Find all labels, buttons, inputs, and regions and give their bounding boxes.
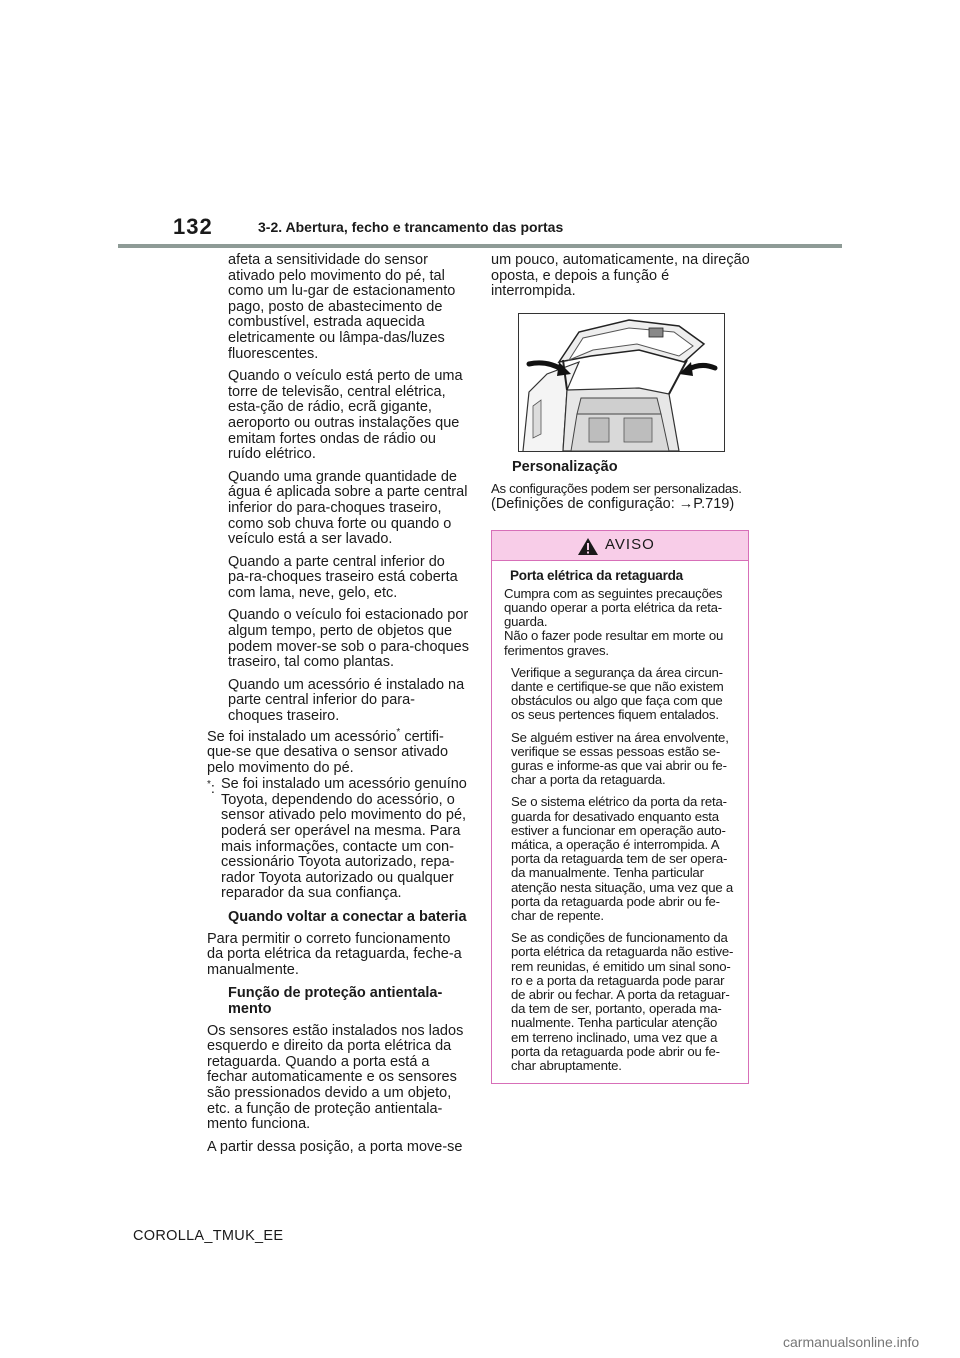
page-number: 132 bbox=[173, 214, 213, 239]
warning-intro: Cumpra com as seguintes precauções quando operar a porta elétrica da reta-guarda. bbox=[504, 585, 723, 630]
condition-item: afeta a sensitividade do sensor ativado pelo movimento do pé, tal como um lu-gar de estacionamento pago, posto de abastecimento de combustível, estrada aquecida eletricamente ou lâmpa-das/luzes fluorescentes. bbox=[228, 252, 456, 362]
warning-heading: Porta elétrica da retaguarda bbox=[510, 567, 683, 583]
condition-item: Quando a parte central inferior do pa-ra-choques traseiro está coberta com lama, neve, gelo, etc. bbox=[228, 553, 458, 601]
battery-text: Para permitir o correto funcionamento da porta elétrica da retaguarda, feche-a manualmente. bbox=[207, 930, 462, 978]
warning-body bbox=[492, 561, 748, 1084]
warning-triangle-icon bbox=[577, 537, 599, 556]
personalization-ref: (Definições de configuração: →P.719) bbox=[491, 495, 735, 512]
warning-item: Verifique a segurança da área circun-dante e certifique-se que não existem obstáculos ou algo que faça com que os seus pertences fiquem entalados. bbox=[511, 664, 724, 723]
antipinch-heading: Função de proteção antientala-mento bbox=[228, 985, 443, 1017]
warning-intro-2: Não o fazer pode resultar em morte ou ferimentos graves. bbox=[504, 628, 724, 658]
section-title: 3-2. Abertura, fecho e trancamento das portas bbox=[258, 219, 564, 235]
tailgate-sensor-icon bbox=[519, 314, 724, 451]
condition-item: Quando um acessório é instalado na parte central inferior do para-choques traseiro. bbox=[228, 676, 465, 725]
condition-item: Quando uma grande quantidade de água é aplicada sobre a parte central inferior do para-choques traseiro, como sob chuva forte ou quando o veículo está a ser lavado. bbox=[228, 468, 468, 548]
header-rule bbox=[118, 244, 842, 248]
accessory-asterisk: * bbox=[396, 726, 401, 738]
footnote bbox=[207, 777, 469, 902]
condition-item: Quando o veículo está perto de uma torre de televisão, central elétrica, esta-ção de rádio, ecrã gigante, aeroporto ou outras instalações que emitam fortes ondas de rádio ou ruído elétrico. bbox=[228, 368, 463, 463]
footnote-mark: *: bbox=[207, 779, 215, 798]
model-code: COROLLA_TMUK_EE bbox=[133, 1228, 284, 1244]
battery-heading: Quando voltar a conectar a bateria bbox=[228, 908, 467, 925]
condition-item: Quando o veículo foi estacionado por algum tempo, perto de objetos que podem mover-se sob o para-choques traseiro, tal como plantas. bbox=[228, 607, 469, 671]
warning-box bbox=[491, 530, 749, 1085]
personalization-text: As configurações podem ser personalizadas. bbox=[491, 481, 742, 497]
warning-item: Se alguém estiver na área envolvente, verifique se essas pessoas estão se-guras e informe-as que vai abrir ou fe-char a porta da retaguarda. bbox=[511, 729, 729, 788]
personalization-heading: Personalização bbox=[512, 458, 618, 475]
antipinch-text: Os sensores estão instalados nos lados esquerdo e direito da porta elétrica da retaguarda. Quando a porta está a fechar automaticamente e os sensores são pressionados devido a um objeto, etc. a função de proteção antientala-mento funciona. bbox=[207, 1022, 464, 1133]
accessory-text-before: Se foi instalado um acessório bbox=[207, 728, 397, 745]
left-column bbox=[207, 253, 469, 1162]
footnote-text: Se foi instalado um acessório genuíno Toyota, dependendo do acessório, o sensor ativado pelo movimento do pé, poderá ser operável na mesma. Para mais informações, contacte um con-cessionário Toyota autorizado, repa-rador Toyota autorizado ou qualquer reparador da sua confiança. bbox=[221, 776, 467, 902]
warning-label: AVISO bbox=[605, 535, 655, 553]
warning-item: Se o sistema elétrico da porta da reta-guarda for desativado enquanto esta estiver a funcionar em operação auto-mática, a operação é interrompida. A porta da retaguarda tem de ser opera-da manualmente. Tenha particular atenção nesta situação, uma vez que a porta da retaguarda pode abrir ou fe-char de repente. bbox=[511, 794, 734, 924]
warning-header bbox=[492, 531, 748, 561]
antipinch-continue: A partir dessa posição, a porta move-se bbox=[207, 1138, 463, 1155]
accessory-paragraph bbox=[207, 725, 469, 777]
right-column bbox=[491, 253, 753, 1084]
tailgate-illustration bbox=[518, 313, 725, 452]
accessory-text-after: certifi-que-se que desativa o sensor ativado pelo movimento do pé. bbox=[207, 728, 449, 776]
watermark: carmanualsonline.info bbox=[783, 1334, 920, 1350]
warning-item: Se as condições de funcionamento da porta elétrica da retaguarda não estive-rem reunidas, é emitido um sinal sono-ro e a porta da retaguarda pode parar de abrir ou fechar. A porta da retaguar-da tem de ser, portanto, operada ma-nualmente. Tenha particular atenção em terreno inclinado, uma vez que a porta da retaguarda pode abrir ou fe-char abruptamente. bbox=[511, 930, 734, 1074]
antipinch-continue-text: um pouco, automaticamente, na direção oposta, e depois a função é interrompida. bbox=[491, 252, 750, 300]
